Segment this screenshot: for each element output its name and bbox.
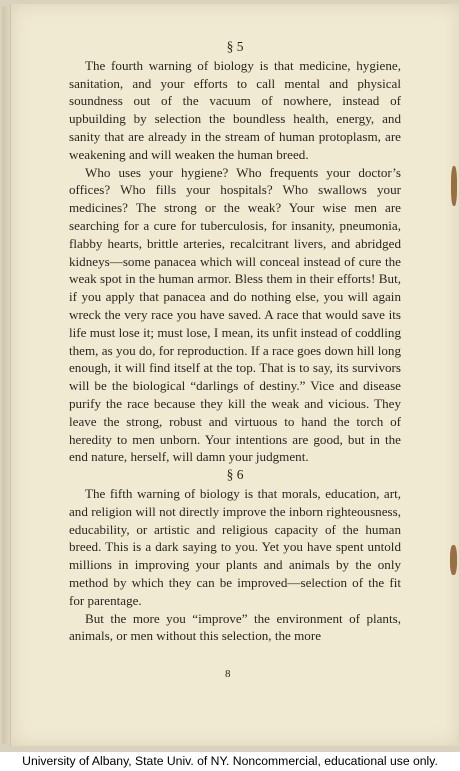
paper-stain [451, 166, 457, 206]
section-heading: § 6 [226, 467, 244, 483]
paragraph: The fourth warning of biology is that medicine, hygiene, sanitation, and your efforts to call mental and physical soundness out of the vacuum of nowhere, instead of upbuilding by selection the boundless health, energy, and sanity that are already in the stream of human protoplasm, are weakening and will weaken the human breed. [69, 57, 401, 162]
page-text [69, 38, 401, 645]
archive-caption: University of Albany, State Univ. of NY. Noncommercial, educational use only. [0, 752, 460, 771]
paper-stain [450, 545, 457, 575]
paragraph: But the more you “improve” the environment of plants, animals, or men without this selection, the more [69, 610, 401, 644]
paragraph: Who uses your hygiene? Who frequents your doctor’s offices? Who fills your hospitals? Who swallows your medicines? The strong or the weak? Your wise men are searching for a cure for tuberculosis, for insanity, pneumonia, flabby hearts, brittle arteries, recalcitrant livers, and abridged kidneys—some panacea which will conceal instead of cure the weak spot in the human armor. Bless them in their efforts! But, if you apply that panacea and do nothing else, you will again wreck the very race you have saved. A race that would save its life must lose it; must lose, I mean, its unfit instead of coddling them, as you do, for reproduction. If a race goes down hill long enough, it will find itself at the top. That is to say, its survivors will be the biological “darlings of destiny.” Vice and disease purify the race because they kill the weak and vicious. They leave the strong, robust and virtuous to hand the torch of heredity to men unborn. Your intentions are good, but in the end nature, herself, will damn your judgment. [69, 164, 401, 465]
page-number: 8 [225, 668, 231, 680]
section-heading: § 5 [226, 39, 244, 54]
paragraph: The fifth warning of biology is that morals, education, art, and religion will not directly improve the inborn righteousness, educability, or artistic and religious capacity of the human breed. This is a dark saying to you. Yet you have spent untold millions in improving your plants and animals by the only method by which they can be improved—selection of the fit for parentage. [69, 485, 401, 608]
